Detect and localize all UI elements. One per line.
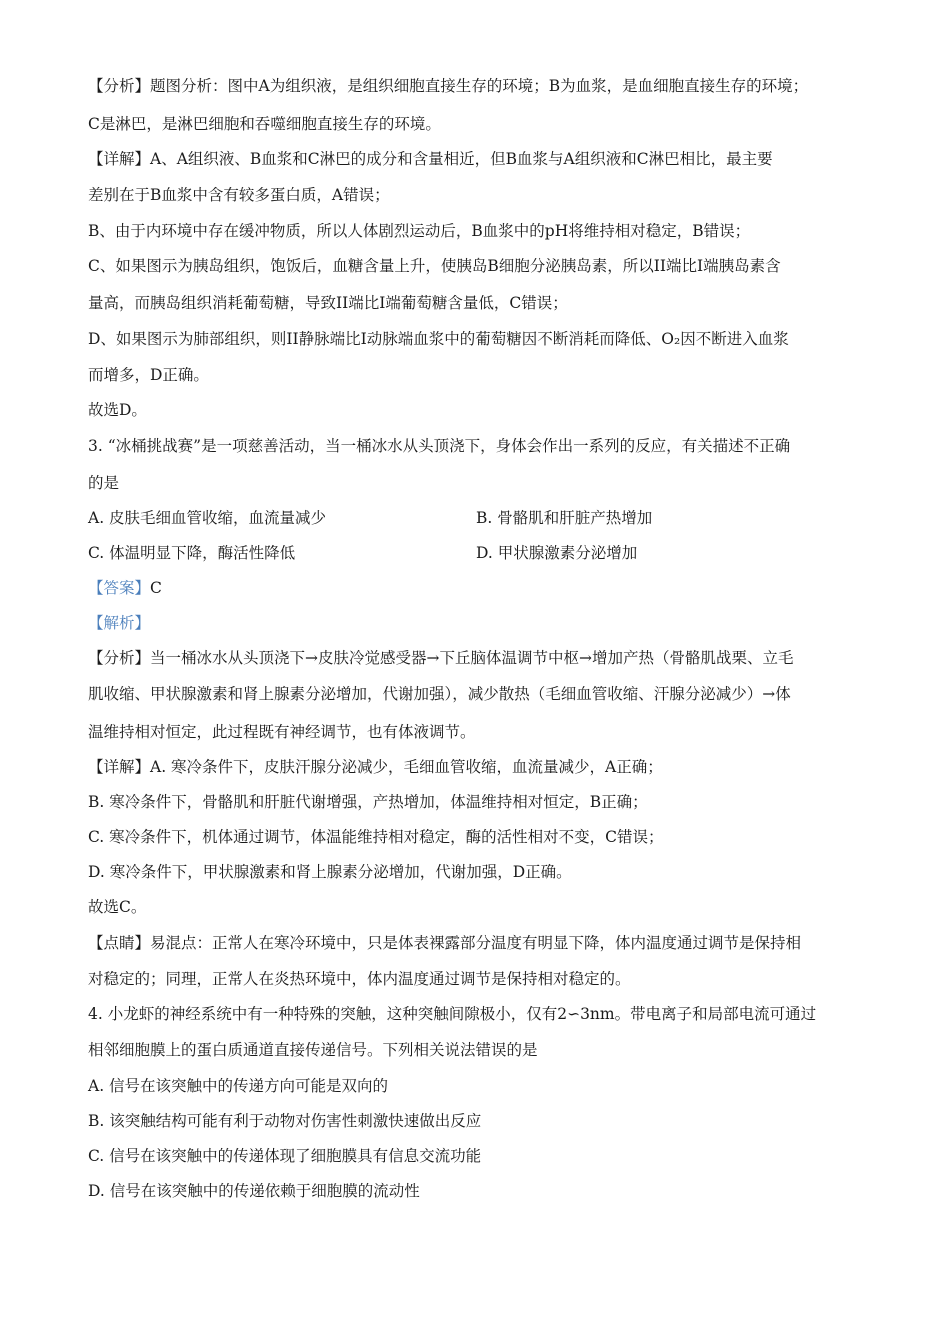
q4-option-a: A. 信号在该突触中的传递方向可能是双向的 bbox=[88, 1077, 389, 1095]
q4-option-c: C. 信号在该突触中的传递体现了细胞膜具有信息交流功能 bbox=[88, 1147, 482, 1165]
q2-detail-line: 而增多，D正确。 bbox=[88, 366, 209, 384]
q3-detail-line: C. 寒冷条件下，机体通过调节，体温能维持相对稳定，酶的活性相对不变，C错误； bbox=[88, 828, 664, 846]
q2-detail-line: 【详解】A、A组织液、B血浆和C淋巴的成分和含量相近，但B血浆与A组织液和C淋巴相比，最主要 bbox=[88, 150, 773, 168]
q3-option-a: A. 皮肤毛细血管收缩，血流量减少 bbox=[88, 509, 327, 527]
q4-option-b: B. 该突触结构可能有利于动物对伤害性刺激快速做出反应 bbox=[88, 1112, 482, 1130]
q3-detail-line: B. 寒冷条件下，骨骼肌和肝脏代谢增强，产热增加，体温维持相对恒定，B正确； bbox=[88, 793, 648, 811]
q3-answer bbox=[88, 578, 162, 598]
q3-analysis-line: 【分析】当一桶冰水从头顶浇下→皮肤冷觉感受器→下丘脑体温调节中枢→增加产热（骨骼肌战栗、立毛 bbox=[88, 649, 794, 667]
q2-detail-line: 量高，而胰岛组织消耗葡萄糖，导致II端比I端葡萄糖含量低，C错误； bbox=[88, 294, 568, 312]
q3-explain-label: 【解析】 bbox=[88, 614, 151, 632]
q3-analysis-line: 肌收缩、甲状腺激素和肾上腺素分泌增加，代谢加强），减少散热（毛细血管收缩、汗腺分泌减少）→体 bbox=[88, 685, 791, 703]
q3-tip-line: 对稳定的；同理，正常人在炎热环境中，体内温度通过调节是保持相对稳定的。 bbox=[88, 970, 631, 988]
q2-detail-line: D、如果图示为肺部组织，则II静脉端比I动脉端血浆中的葡萄糖因不断消耗而降低、O₂因不断进入血浆 bbox=[88, 330, 789, 348]
answer-value: C bbox=[150, 579, 162, 597]
q3-analysis-line: 温维持相对恒定，此过程既有神经调节，也有体液调节。 bbox=[88, 723, 476, 741]
q2-analysis-line: C是淋巴，是淋巴细胞和吞噬细胞直接生存的环境。 bbox=[88, 115, 441, 133]
q2-choice: 故选D。 bbox=[88, 401, 147, 419]
q3-choice: 故选C。 bbox=[88, 898, 147, 916]
q2-analysis-line: 【分析】题图分析：图中A为组织液，是组织细胞直接生存的环境；B为血浆，是血细胞直接生存的环境； bbox=[88, 77, 809, 95]
q3-tip-line: 【点睛】易混点：正常人在寒冷环境中，只是体表裸露部分温度有明显下降，体内温度通过调节是保持相 bbox=[88, 934, 802, 952]
q4-option-d: D. 信号在该突触中的传递依赖于细胞膜的流动性 bbox=[88, 1182, 420, 1200]
q2-detail-line: C、如果图示为胰岛组织，饱饭后，血糖含量上升，使胰岛B细胞分泌胰岛素，所以II端比I端胰岛素含 bbox=[88, 257, 781, 275]
q4-stem: 4. 小龙虾的神经系统中有一种特殊的突触，这种突触间隙极小，仅有2∽3nm。带电离子和局部电流可通过 bbox=[88, 1005, 817, 1023]
q4-stem: 相邻细胞膜上的蛋白质通道直接传递信号。下列相关说法错误的是 bbox=[88, 1041, 538, 1059]
q3-detail-line: 【详解】A. 寒冷条件下，皮肤汗腺分泌减少，毛细血管收缩，血流量减少，A正确； bbox=[88, 758, 663, 776]
q3-stem: 的是 bbox=[88, 474, 120, 492]
q3-detail-line: D. 寒冷条件下，甲状腺激素和肾上腺素分泌增加，代谢加强，D正确。 bbox=[88, 863, 572, 881]
q2-detail-line: 差别在于B血浆中含有较多蛋白质，A错误； bbox=[88, 186, 390, 204]
q3-option-b: B. 骨骼肌和肝脏产热增加 bbox=[476, 509, 653, 527]
q3-stem: 3. “冰桶挑战赛”是一项慈善活动，当一桶冰水从头顶浇下，身体会作出一系列的反应，有关描述不正确 bbox=[88, 437, 791, 455]
q2-detail-line: B、由于内环境中存在缓冲物质，所以人体剧烈运动后，B血浆中的pH将维持相对稳定，B错误； bbox=[88, 222, 751, 240]
q3-option-d: D. 甲状腺激素分泌增加 bbox=[476, 544, 638, 562]
answer-label: 【答案】 bbox=[88, 579, 151, 597]
q3-option-c: C. 体温明显下降，酶活性降低 bbox=[88, 544, 296, 562]
